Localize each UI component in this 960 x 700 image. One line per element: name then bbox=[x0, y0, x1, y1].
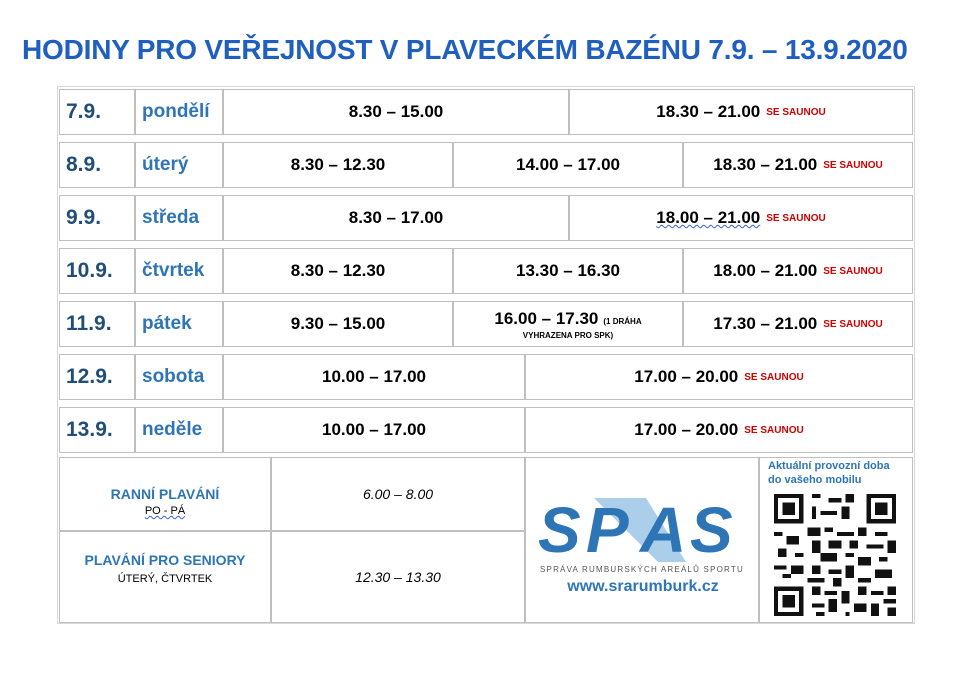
date-cell: 13.9. bbox=[59, 407, 135, 453]
qr-caption-line: Aktuální provozní doba bbox=[768, 460, 890, 472]
extra-label: PLAVÁNÍ PRO SENIORY bbox=[84, 552, 246, 568]
extra-days: ÚTERÝ, ČTVRTEK bbox=[117, 573, 213, 585]
time-slot bbox=[223, 89, 569, 135]
time-slot bbox=[223, 195, 569, 241]
time-slot bbox=[683, 248, 913, 294]
date-cell: 9.9. bbox=[59, 195, 135, 241]
day-cell: pondělí bbox=[135, 89, 223, 135]
time-value: 18.30 – 21.00 bbox=[656, 102, 761, 121]
lane-note: (1 DRÁHA bbox=[603, 316, 642, 326]
time-value: 17.00 – 20.00 bbox=[634, 420, 739, 439]
time-value: 17.00 – 20.00 bbox=[634, 367, 739, 386]
qr-caption bbox=[768, 459, 890, 487]
day-cell: čtvrtek bbox=[135, 248, 223, 294]
svg-text:S: S bbox=[538, 494, 577, 566]
time-slot bbox=[569, 195, 913, 241]
day-cell: středa bbox=[135, 195, 223, 241]
table-row bbox=[59, 301, 913, 347]
bottom-section bbox=[59, 457, 913, 623]
svg-text:P: P bbox=[586, 494, 625, 566]
page-title: HODINY PRO VEŘEJNOST V PLAVECKÉM BAZÉNU 7.9. – 13.9.2020 bbox=[22, 34, 908, 65]
time-value: 16.00 – 17.30 bbox=[494, 308, 599, 328]
table-row bbox=[59, 248, 913, 294]
qr-caption-line: do vašeho mobilu bbox=[768, 474, 862, 486]
time-value: 18.00 – 21.00 bbox=[713, 261, 818, 280]
extra-time: 12.30 – 13.30 bbox=[355, 569, 441, 585]
day-cell: úterý bbox=[135, 142, 223, 188]
time-slot bbox=[525, 407, 913, 453]
sauna-label: SE SAUNOU bbox=[744, 371, 804, 383]
sauna-label: SE SAUNOU bbox=[766, 212, 826, 224]
time-value: 18.00 – 21.00 bbox=[656, 208, 761, 227]
extra-days bbox=[60, 505, 270, 517]
time-value: 14.00 – 17.00 bbox=[516, 155, 620, 174]
extra-label-cell bbox=[59, 531, 271, 623]
lane-note: VYHRAZENA PRO SPK) bbox=[522, 330, 614, 340]
time-value: 9.30 – 15.00 bbox=[290, 314, 386, 333]
sauna-label: SE SAUNOU bbox=[823, 159, 883, 171]
spas-logo bbox=[536, 492, 750, 576]
table-row bbox=[59, 407, 913, 453]
time-value: 10.00 – 17.00 bbox=[322, 367, 426, 386]
time-value: 18.30 – 21.00 bbox=[713, 155, 818, 174]
time-value: 13.30 – 16.30 bbox=[516, 261, 620, 280]
time-slot bbox=[223, 407, 525, 453]
date-cell: 11.9. bbox=[59, 301, 135, 347]
time-value: 10.00 – 17.00 bbox=[322, 420, 426, 439]
sauna-label: SE SAUNOU bbox=[744, 424, 804, 436]
time-slot bbox=[569, 89, 913, 135]
time-slot bbox=[683, 301, 913, 347]
time-slot bbox=[525, 354, 913, 400]
extra-days-text: PO - PÁ bbox=[144, 505, 186, 517]
extra-time-cell bbox=[271, 531, 525, 623]
date-cell: 8.9. bbox=[59, 142, 135, 188]
time-slot bbox=[223, 354, 525, 400]
qr-code-icon[interactable] bbox=[774, 494, 896, 616]
date-cell: 12.9. bbox=[59, 354, 135, 400]
extra-time: 6.00 – 8.00 bbox=[362, 486, 434, 502]
table-row bbox=[59, 354, 913, 400]
time-value: 8.30 – 17.00 bbox=[348, 208, 444, 227]
website-link[interactable]: www.srarumburk.cz bbox=[567, 578, 719, 595]
day-cell: pátek bbox=[135, 301, 223, 347]
table-row bbox=[59, 142, 913, 188]
sauna-label: SE SAUNOU bbox=[766, 106, 826, 118]
day-cell: sobota bbox=[135, 354, 223, 400]
svg-text:S: S bbox=[690, 494, 729, 566]
sauna-label: SE SAUNOU bbox=[823, 318, 883, 330]
time-slot bbox=[453, 248, 683, 294]
extra-label-cell bbox=[59, 457, 271, 531]
time-value: 8.30 – 15.00 bbox=[348, 102, 444, 121]
time-slot bbox=[223, 248, 453, 294]
time-value: 8.30 – 12.30 bbox=[290, 155, 386, 174]
time-value: 17.30 – 21.00 bbox=[713, 314, 818, 333]
date-cell: 10.9. bbox=[59, 248, 135, 294]
time-slot bbox=[223, 301, 453, 347]
logo-cell bbox=[525, 457, 759, 623]
svg-text:A: A bbox=[640, 494, 683, 566]
sauna-label: SE SAUNOU bbox=[823, 265, 883, 277]
time-slot bbox=[453, 301, 683, 347]
time-slot bbox=[453, 142, 683, 188]
extra-time-cell bbox=[271, 457, 525, 531]
date-cell: 7.9. bbox=[59, 89, 135, 135]
qr-cell bbox=[759, 457, 913, 623]
time-value: 8.30 – 12.30 bbox=[290, 261, 386, 280]
table-row bbox=[59, 89, 913, 135]
time-slot bbox=[683, 142, 913, 188]
time-slot bbox=[223, 142, 453, 188]
table-row bbox=[59, 195, 913, 241]
day-cell: neděle bbox=[135, 407, 223, 453]
extra-label: RANNÍ PLAVÁNÍ bbox=[110, 486, 220, 502]
logo-tagline: SPRÁVA RUMBURSKÝCH AREÁLŮ SPORTU bbox=[540, 565, 744, 574]
